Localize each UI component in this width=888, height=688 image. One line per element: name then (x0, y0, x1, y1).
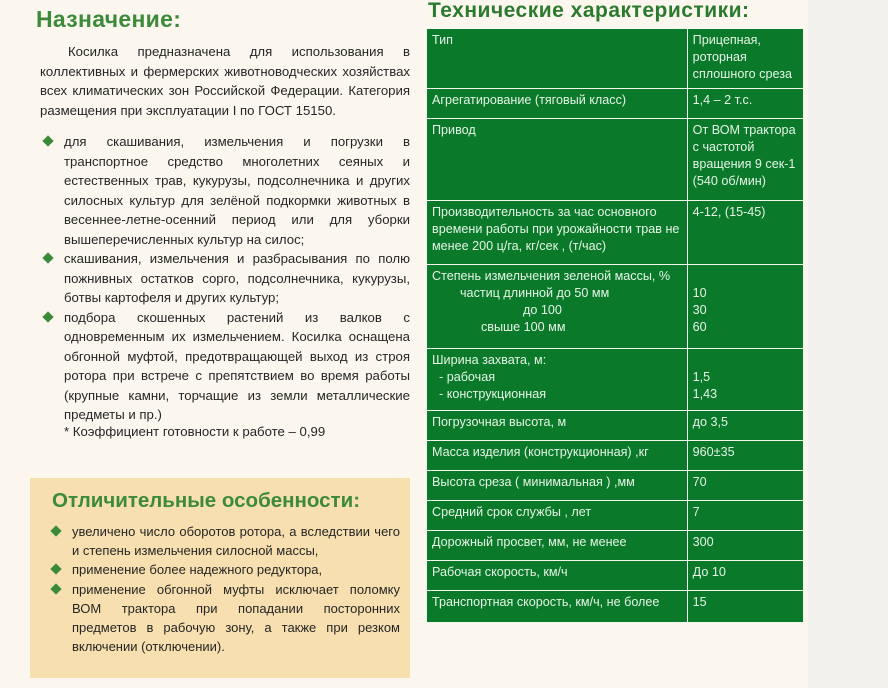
spec-key: Агрегатирование (тяговый класс) (427, 89, 688, 119)
spec-value: 15 (687, 591, 803, 623)
spec-row (427, 201, 804, 265)
diamond-bullet-icon (42, 311, 53, 322)
spec-value: 10 30 60 (687, 265, 803, 349)
spec-row (427, 411, 804, 441)
spec-key: Средний срок службы , лет (427, 501, 688, 531)
spec-key: Транспортная скорость, км/ч, не более (427, 591, 688, 623)
diamond-bullet-icon (50, 583, 61, 594)
spec-key: Рабочая скорость, км/ч (427, 561, 688, 591)
spec-row (427, 531, 804, 561)
feature-item-text: применение более надежного редуктора, (72, 562, 323, 578)
spec-row (427, 501, 804, 531)
diamond-bullet-icon (50, 525, 61, 536)
feature-item (48, 522, 400, 560)
spec-row (427, 441, 804, 471)
features-title: Отличительные особенности: (52, 489, 361, 512)
spec-value: 70 (687, 471, 803, 501)
spec-value: 1,4 – 2 т.с. (687, 89, 803, 119)
purpose-bullet (40, 249, 410, 308)
feature-item-text: увеличено число оборотов ротора, а вследствии чего и степень измельчения силосной массы, (72, 524, 400, 559)
spec-key: Тип (427, 29, 688, 89)
spec-row (427, 89, 804, 119)
spec-row (427, 591, 804, 623)
page-margin (808, 0, 888, 688)
specs-title: Технические характеристики: (428, 0, 750, 22)
spec-key: Привод (427, 119, 688, 201)
diamond-bullet-icon (42, 135, 53, 146)
purpose-bullet (40, 308, 410, 425)
spec-value: до 3,5 (687, 411, 803, 441)
feature-item (48, 580, 400, 657)
purpose-bullet (40, 132, 410, 249)
spec-key: Степень измельчения зеленой массы, % частиц длинной до 50 мм до 100 свыше 100 мм (427, 265, 688, 349)
diamond-bullet-icon (42, 252, 53, 263)
purpose-text: Косилка предназначена для использования в коллективных и фермерских животноводческих хозяйствах всех климатических зон Российской Федерации. Категория размещения при эксплуатации I по ГОСТ 15150. (40, 44, 410, 118)
spec-key: Дорожный просвет, мм, не менее (427, 531, 688, 561)
spec-value: Прицепная, роторная сплошного среза (687, 29, 803, 89)
diamond-bullet-icon (50, 564, 61, 575)
purpose-bullet-list (40, 132, 410, 425)
spec-row (427, 561, 804, 591)
spec-key: Высота среза ( минимальная ) ,мм (427, 471, 688, 501)
spec-value: 7 (687, 501, 803, 531)
spec-key: Ширина захвата, м: - рабочая - конструкционная (427, 349, 688, 411)
spec-value: 1,5 1,43 (687, 349, 803, 411)
spec-row (427, 471, 804, 501)
feature-item (48, 560, 400, 579)
spec-row (427, 265, 804, 349)
purpose-bullet-text: подбора скошенных растений из валков с одновременным их измельчением. Косилка оснащена обгонной муфтой, предотвращающей выход из строя ротора при встрече с препятствием во время работы (крупные камни, торчащие из земли металлические предметы и пр.) (64, 309, 410, 422)
spec-value: От ВОМ трактора с частотой вращения 9 сек-1 (540 об/мин) (687, 119, 803, 201)
specs-table (426, 28, 804, 623)
spec-row (427, 349, 804, 411)
readiness-note: * Коэффициент готовности к работе – 0,99 (64, 424, 326, 439)
purpose-title: Назначение: (36, 6, 182, 32)
spec-value: 300 (687, 531, 803, 561)
purpose-bullet-text: для скашивания, измельчения и погрузки в транспортное средство многолетних сеяных и естественных трав, кукурузы, подсолнечника и других силосных культур для зелёной подкормки животных в весеннее-летне-осенний период или для уборки вышеперечисленных культур на силос; (64, 134, 410, 247)
spec-value: 960±35 (687, 441, 803, 471)
features-list (48, 522, 400, 656)
purpose-bullet-text: скашивания, измельчения и разбрасывания по полю пожнивных остатков сорго, подсолнечника, кукурузы, ботвы картофеля и других культур; (64, 251, 410, 305)
feature-item-text: применение обгонной муфты исключает поломку ВОМ трактора при попадании посторонних предметов в рабочую зону, а также при резком включении (отключении). (72, 581, 400, 655)
spec-value: До 10 (687, 561, 803, 591)
purpose-section (0, 0, 420, 688)
spec-row (427, 119, 804, 201)
spec-key: Производительность за час основного времени работы при урожайности трав не менее 200 ц/га, кг/сек , (т/час) (427, 201, 688, 265)
spec-row (427, 29, 804, 89)
spec-value: 4-12, (15-45) (687, 201, 803, 265)
spec-key: Масса изделия (конструкционная) ,кг (427, 441, 688, 471)
features-box (30, 478, 410, 678)
spec-key: Погрузочная высота, м (427, 411, 688, 441)
